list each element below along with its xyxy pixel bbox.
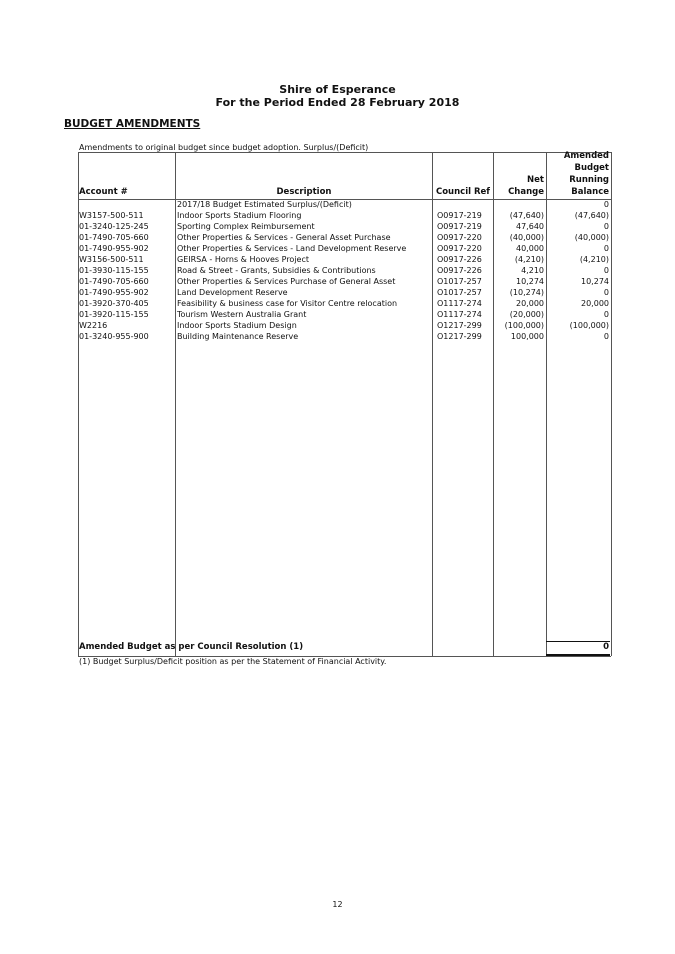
table-row — [78, 254, 611, 265]
total-underline — [546, 641, 610, 656]
cell-council-ref: O1117-274 — [437, 310, 482, 319]
cell-account: 01-7490-705-660 — [79, 233, 149, 242]
cell-net-change: (4,210) — [514, 255, 544, 264]
header-balance-line1: Amended — [563, 151, 609, 161]
cell-account: 01-7490-955-902 — [79, 288, 149, 297]
cell-description: Other Properties & Services Purchase of General Asset — [177, 277, 396, 286]
cell-net-change: (100,000) — [504, 321, 544, 330]
cell-council-ref: O0917-226 — [437, 255, 482, 264]
header-balance-line4: Balance — [571, 187, 609, 197]
table-border-top — [78, 152, 611, 153]
cell-account: 01-3920-370-405 — [79, 299, 149, 308]
cell-description: Other Properties & Services - General Asset Purchase — [177, 233, 391, 242]
table-row — [78, 320, 611, 331]
cell-description: Land Development Reserve — [177, 288, 288, 297]
section-title: BUDGET AMENDMENTS — [64, 118, 201, 130]
table-row — [78, 309, 611, 320]
header-net-line2: Change — [508, 187, 544, 197]
cell-running-balance: 0 — [603, 332, 609, 341]
report-period-title: For the Period Ended 28 February 2018 — [215, 96, 460, 109]
cell-council-ref: O1217-299 — [437, 332, 482, 341]
cell-description: Road & Street - Grants, Subsidies & Contributions — [177, 266, 376, 275]
cell-description: Building Maintenance Reserve — [177, 332, 299, 341]
header-council-ref: Council Ref — [435, 187, 490, 197]
header-description: Description — [276, 187, 332, 197]
cell-council-ref: O0917-220 — [437, 244, 482, 253]
cell-account: 01-7490-705-660 — [79, 277, 149, 286]
cell-net-change: 100,000 — [510, 332, 544, 341]
header-balance-line2: Budget — [574, 163, 609, 173]
intro-text: Amendments to original budget since budget adoption. Surplus/(Deficit) — [79, 143, 369, 152]
cell-running-balance: (4,210) — [579, 255, 609, 264]
cell-council-ref: O1017-257 — [437, 277, 482, 286]
cell-running-balance: 0 — [603, 200, 609, 209]
cell-council-ref: O0917-220 — [437, 233, 482, 242]
cell-net-change: 47,640 — [516, 222, 544, 231]
cell-account: 01-3930-115-155 — [79, 266, 149, 275]
cell-net-change: 10,274 — [516, 277, 544, 286]
cell-running-balance: 0 — [603, 244, 609, 253]
cell-account: W2216 — [79, 321, 108, 330]
table-row — [78, 276, 611, 287]
cell-council-ref: O1117-274 — [437, 299, 482, 308]
table-row — [78, 199, 611, 210]
cell-running-balance: 0 — [603, 266, 609, 275]
cell-description: Other Properties & Services - Land Development Reserve — [177, 244, 407, 253]
header-balance-line3: Running — [569, 175, 609, 185]
header-account: Account # — [79, 187, 128, 197]
cell-account: 01-3240-955-900 — [79, 332, 149, 341]
cell-running-balance: (100,000) — [569, 321, 609, 330]
cell-account: 01-3920-115-155 — [79, 310, 149, 319]
cell-net-change: 4,210 — [521, 266, 544, 275]
cell-running-balance: 0 — [603, 310, 609, 319]
cell-council-ref: O0917-226 — [437, 266, 482, 275]
total-value: 0 — [603, 642, 609, 652]
table-row — [78, 243, 611, 254]
cell-account: 01-7490-955-902 — [79, 244, 149, 253]
table-row — [78, 210, 611, 221]
header-net-line1: Net — [527, 175, 544, 185]
cell-running-balance: 20,000 — [581, 299, 609, 308]
cell-running-balance: 10,274 — [581, 277, 609, 286]
table-row — [78, 287, 611, 298]
cell-description: Sporting Complex Reimbursement — [177, 222, 315, 231]
table-row — [78, 221, 611, 232]
cell-running-balance: (47,640) — [574, 211, 609, 220]
cell-account: W3156-500-511 — [79, 255, 144, 264]
page-number: 12 — [332, 900, 343, 909]
cell-running-balance: 0 — [603, 288, 609, 297]
cell-running-balance: (40,000) — [574, 233, 609, 242]
cell-council-ref: O1017-257 — [437, 288, 482, 297]
table-row — [78, 298, 611, 309]
cell-account: W3157-500-511 — [79, 211, 144, 220]
table-row — [78, 232, 611, 243]
table-border-right — [611, 152, 612, 656]
cell-description: Feasibility & business case for Visitor Centre relocation — [177, 299, 398, 308]
footnote: (1) Budget Surplus/Deficit position as per the Statement of Financial Activity. — [79, 657, 387, 666]
cell-council-ref: O0917-219 — [437, 211, 482, 220]
total-label: Amended Budget as per Council Resolution (1) — [79, 642, 304, 652]
cell-net-change: (40,000) — [509, 233, 544, 242]
cell-account: 01-3240-125-245 — [79, 222, 149, 231]
cell-running-balance: 0 — [603, 222, 609, 231]
cell-description: GEIRSA - Horns & Hooves Project — [177, 255, 310, 264]
cell-description: Tourism Western Australia Grant — [177, 310, 307, 319]
cell-net-change: (20,000) — [509, 310, 544, 319]
cell-description: Indoor Sports Stadium Flooring — [177, 211, 302, 220]
cell-description: Indoor Sports Stadium Design — [177, 321, 297, 330]
cell-description: 2017/18 Budget Estimated Surplus/(Deficit) — [177, 200, 352, 209]
cell-net-change: (47,640) — [509, 211, 544, 220]
cell-net-change: 20,000 — [516, 299, 544, 308]
cell-council-ref: O1217-299 — [437, 321, 482, 330]
report-org-title: Shire of Esperance — [279, 83, 396, 96]
table-row — [78, 265, 611, 276]
cell-net-change: 40,000 — [516, 244, 544, 253]
table-row — [78, 331, 611, 342]
cell-net-change: (10,274) — [509, 288, 544, 297]
budget-amendments-table — [78, 152, 611, 656]
cell-council-ref: O0917-219 — [437, 222, 482, 231]
